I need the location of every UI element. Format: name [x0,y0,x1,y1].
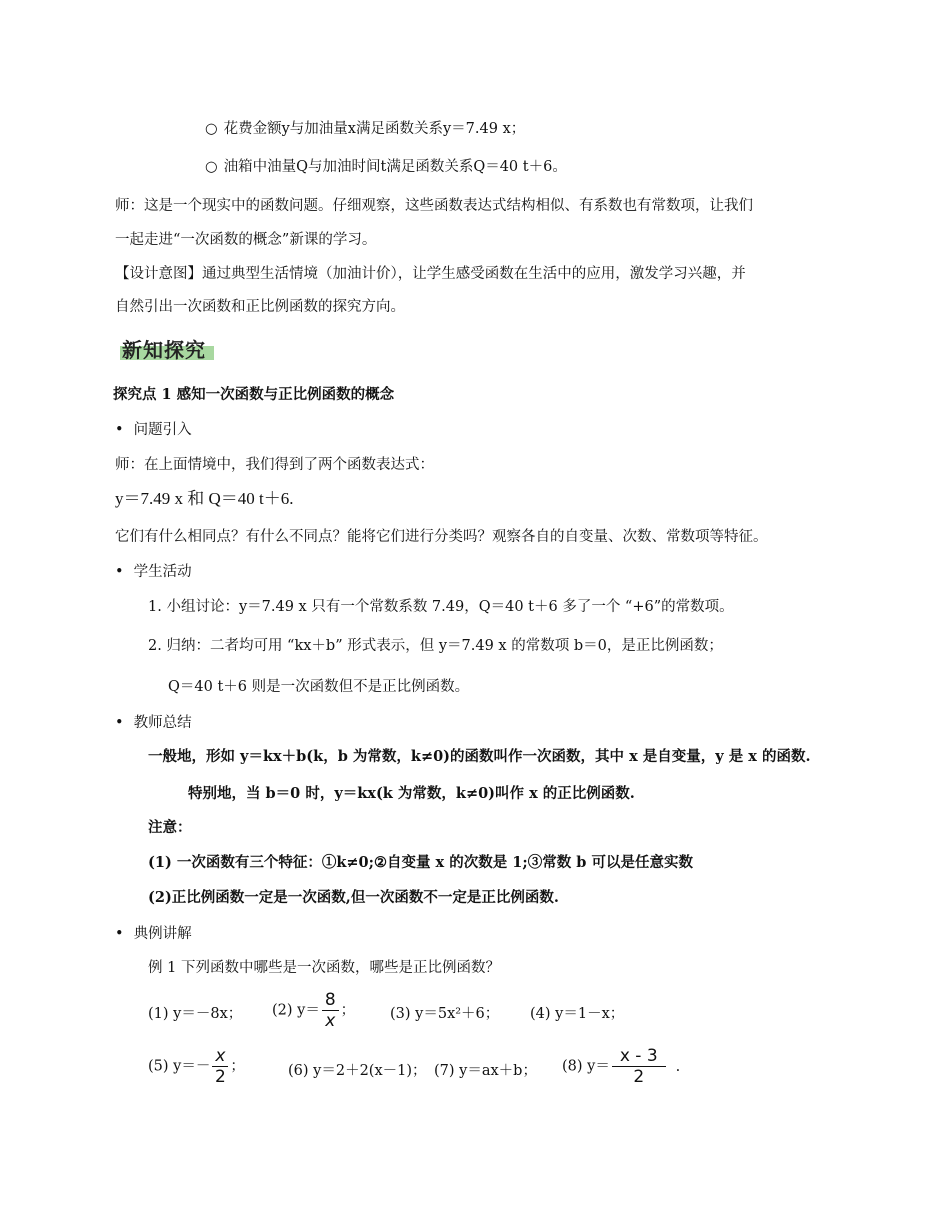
dot-bullet-icon: • [115,564,124,580]
option-6: (6) y＝2＋2(x－1)； [288,1063,427,1079]
note-label: 注意： [148,819,192,836]
fraction-denominator: x [325,1011,336,1031]
fraction-numerator: x [212,1046,228,1067]
explore-title: 探究点 1 感知一次函数与正比例函数的概念 [113,386,395,403]
option-2-tail: ； [340,1002,356,1019]
option-1: (1) y＝－8x； [148,1006,243,1022]
circle-bullet-icon: ○ [205,121,218,137]
fraction [212,1046,228,1087]
option-7: (7) y＝ax＋b； [434,1063,537,1079]
option-4: (4) y＝1－x； [530,1006,625,1022]
option-8-tail: . [675,1058,681,1075]
section-badge-label: 新知探究 [122,338,206,362]
bullet-heading-label: 教师总结 [133,715,192,731]
list-item-text: 花费金额y与加油量x满足函数关系y＝7.49 x； [223,121,526,137]
fraction-denominator: 2 [214,1067,226,1087]
bullet-heading [115,924,192,944]
option-5-label: (5) y＝－ [148,1058,211,1075]
dot-bullet-icon: • [115,715,124,731]
formula-line: y＝7.49 x 和 Q＝40 t＋6. [115,489,294,508]
fraction-numerator: 8 [322,990,339,1011]
list-item [205,119,525,139]
fraction-numerator: x - 3 [612,1046,666,1067]
circle-bullet-icon: ○ [205,159,218,175]
paragraph-line: 【设计意图】通过典型生活情境（加油计价），让学生感受函数在生活中的应用，激发学习兴趣，并 [115,266,746,282]
fraction [322,990,339,1031]
option-2-label: (2) y＝ [272,1002,320,1019]
option-5-tail: ； [230,1058,245,1075]
dot-bullet-icon: • [115,926,124,942]
bullet-heading-label: 学生活动 [133,564,192,580]
paragraph-line: 一起走进“一次函数的概念”新课的学习。 [115,232,377,248]
student-item: Q＝40 t＋6 则是一次函数但不是正比例函数。 [168,679,470,695]
option-2 [272,990,355,1031]
summary-line: 一般地，形如 y＝kx＋b(k，b 为常数，k≠0)的函数叫作一次函数，其中 x 是自变量，y 是 x 的函数. [148,748,811,765]
fraction-denominator: 2 [633,1067,645,1087]
student-item: 2. 归纳：二者均可用 “kx＋b” 形式表示，但 y＝7.49 x 的常数项 b＝0，是正比例函数； [148,638,723,654]
summary-line: (2)正比例函数一定是一次函数,但一次函数不一定是正比例函数. [148,889,559,906]
summary-line: 特别地，当 b＝0 时，y＝kx(k 为常数，k≠0)叫作 x 的正比例函数. [188,785,635,802]
dot-bullet-icon: • [115,422,124,438]
paragraph-line: 师：这是一个现实中的函数问题。仔细观察，这些函数表达式结构相似、有系数也有常数项，让我们 [115,198,753,214]
option-8-label: (8) y＝ [562,1058,610,1075]
bullet-heading-label: 问题引入 [133,422,192,438]
list-item [205,157,567,177]
example-question: 例 1 下列函数中哪些是一次函数，哪些是正比例函数？ [148,960,500,976]
summary-line: (1) 一次函数有三个特征：①k≠0;②自变量 x 的次数是 1;③常数 b 可以是任意实数 [148,854,693,871]
bullet-heading [115,420,192,440]
bullet-heading [115,713,192,733]
paragraph-line: 师：在上面情境中，我们得到了两个函数表达式： [115,457,434,473]
section-badge [116,334,214,362]
bullet-heading [115,562,192,582]
paragraph-line: 它们有什么相同点？有什么不同点？能将它们进行分类吗？观察各自的自变量、次数、常数项等特征。 [115,529,768,545]
option-5 [148,1046,245,1087]
student-item: 1. 小组讨论：y＝7.49 x 只有一个常数系数 7.49，Q＝40 t＋6 多了一个 “+6”的常数项。 [148,599,734,615]
bullet-heading-label: 典例讲解 [133,926,192,942]
paragraph-line: 自然引出一次函数和正比例函数的探究方向。 [115,299,405,315]
option-8 [562,1046,680,1087]
option-3: (3) y＝5x²＋6； [390,1006,500,1022]
list-item-text: 油箱中油量Q与加油时间t满足函数关系Q＝40 t＋6。 [223,159,567,175]
fraction [612,1046,666,1087]
